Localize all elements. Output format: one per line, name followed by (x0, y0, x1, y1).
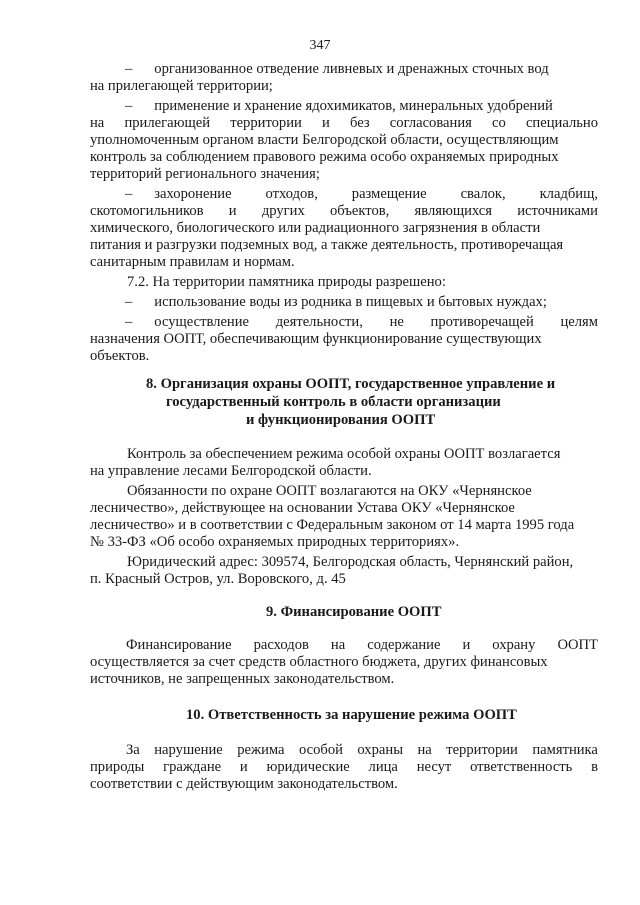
paragraph-line (90, 654, 598, 671)
line-text: на управление лесами Белгородской области. (90, 463, 372, 479)
word: целям (560, 314, 598, 330)
list-dash: – (125, 98, 133, 114)
word: осуществление (154, 314, 250, 330)
word: юридические (266, 759, 350, 775)
paragraph-line (90, 254, 598, 271)
line-text: осуществляется за счет средств областного бюджета, других финансовых (90, 654, 548, 670)
list-dash: – (125, 294, 133, 310)
paragraph-line (125, 186, 598, 203)
line-text: химического, биологического или радиационного загрязнения в области (90, 220, 541, 236)
paragraph-line (90, 220, 598, 237)
section-heading-line (246, 412, 435, 429)
word: памятника (532, 742, 598, 758)
paragraph-line (126, 637, 598, 654)
paragraph-line (90, 166, 598, 183)
line-text: объектов. (90, 348, 150, 364)
word: использование воды из родника в пищевых и бытовых нуждах; (154, 294, 547, 310)
paragraph-line (90, 671, 598, 688)
list-dash: – (125, 314, 133, 330)
word: охрану (492, 637, 536, 653)
line-text: на прилегающей территории; (90, 78, 273, 94)
section-heading-line (146, 376, 555, 393)
paragraph-line (126, 742, 598, 759)
line-text: п. Красный Остров, ул. Воровского, д. 45 (90, 571, 346, 587)
word: противоречащей (430, 314, 534, 330)
word: являющихся (414, 203, 492, 219)
word: на (330, 637, 346, 653)
paragraph-line (90, 517, 598, 534)
word: деятельности, (275, 314, 363, 330)
line-text: лесничество», действующее на основании Устава ОКУ «Чернянское (90, 500, 515, 516)
paragraph-line (90, 203, 598, 220)
word: природы (90, 759, 145, 775)
word: и (322, 115, 330, 131)
line-text: соответствии с действующим законодательством. (90, 776, 398, 792)
paragraph-line (90, 776, 598, 793)
word: Финансирование (126, 637, 232, 653)
word: лица (368, 759, 398, 775)
word: отходов, (265, 186, 318, 202)
paragraph-line (90, 500, 598, 517)
line-text: Юридический адрес: 309574, Белгородская область, Чернянский район, (127, 554, 574, 570)
line-text: Обязанности по охране ООПТ возлагаются на ОКУ «Чернянское (127, 483, 532, 499)
line-text: питания и разгрузки подземных вод, а также деятельность, противоречащая (90, 237, 564, 253)
paragraph-line (127, 446, 598, 463)
word: со (492, 115, 506, 131)
paragraph-line (90, 149, 598, 166)
word: прилегающей (124, 115, 211, 131)
list-dash: – (125, 186, 133, 202)
word: несут (416, 759, 452, 775)
paragraph-line (90, 759, 598, 776)
word: и (462, 637, 471, 653)
list-dash: – (125, 61, 133, 77)
line-text: 10. Ответственность за нарушение режима ООПТ (186, 707, 517, 723)
word: особой (298, 742, 343, 758)
paragraph-line (125, 314, 598, 331)
word: За (126, 742, 140, 758)
list-item-text (154, 186, 598, 203)
word: ООПТ (557, 637, 598, 653)
line-text: № 33-ФЗ «Об особо охраняемых природных территориях». (90, 534, 460, 550)
paragraph-line (125, 98, 598, 115)
word: режима (237, 742, 285, 758)
word: скотомогильников (90, 203, 204, 219)
paragraph-line (127, 554, 598, 571)
word: без (349, 115, 370, 131)
line-text: 9. Финансирование ООПТ (266, 604, 442, 620)
section-heading-line (186, 707, 517, 724)
paragraph-line (125, 294, 598, 311)
word: применение и хранение ядохимикатов, минеральных удобрений (154, 98, 553, 114)
word: и (239, 759, 248, 775)
word: охраны (357, 742, 403, 758)
word: объектов, (330, 203, 390, 219)
word: граждане (163, 759, 222, 775)
line-text: государственный контроль в области организации (166, 394, 501, 410)
word: захоронение (154, 186, 232, 202)
word: на (90, 115, 105, 131)
list-item-text (154, 294, 598, 311)
list-item-text (154, 98, 598, 115)
word: на (417, 742, 432, 758)
paragraph-line (90, 132, 598, 149)
paragraph-line (90, 463, 598, 480)
line-text: назначения ООПТ, обеспечивающим функционирование существующих (90, 331, 542, 347)
section-heading-line (166, 394, 501, 411)
word: содержание (367, 637, 441, 653)
line-text: источников, не запрещенных законодательством. (90, 671, 395, 687)
line-text: контроль за соблюдением правового режима особо охраняемых природных (90, 149, 559, 165)
word: источниками (517, 203, 598, 219)
line-text: 7.2. На территории памятника природы разрешено: (127, 274, 446, 290)
paragraph-line (90, 571, 598, 588)
paragraph-line (90, 115, 598, 132)
line-text: лесничество» и в соответствии с Федеральным законом от 14 марта 1995 года (90, 517, 575, 533)
word: специально (525, 115, 598, 131)
word: и (228, 203, 237, 219)
line-text: и функционирования ООПТ (246, 412, 436, 428)
list-item-text (154, 314, 598, 331)
word: других (261, 203, 305, 219)
line-text: санитарным правилам и нормам. (90, 254, 295, 270)
paragraph-line (125, 61, 598, 78)
line-text: 8. Организация охраны ООПТ, государственное управление и (146, 376, 556, 392)
list-item-text (154, 61, 598, 78)
paragraph-line (90, 237, 598, 254)
line-text: территорий регионального значения; (90, 166, 320, 182)
paragraph-line (90, 534, 598, 551)
word: свалок, (460, 186, 506, 202)
paragraph-line (90, 331, 598, 348)
word: расходов (253, 637, 309, 653)
word: кладбищ, (539, 186, 598, 202)
word: ответственность (470, 759, 573, 775)
word: размещение (351, 186, 427, 202)
paragraph-line (90, 78, 598, 95)
word: в (591, 759, 598, 775)
paragraph-line (127, 483, 598, 500)
section-heading-line (266, 604, 442, 621)
paragraph-line (90, 348, 598, 365)
page-number: 347 (309, 38, 331, 53)
word: территории (446, 742, 518, 758)
line-text: уполномоченным органом власти Белгородской области, осуществляющим (90, 132, 559, 148)
line-text: Контроль за обеспечением режима особой охраны ООПТ возлагается (127, 446, 561, 462)
word: организованное отведение ливневых и дренажных сточных вод (154, 61, 549, 77)
word: нарушение (154, 742, 223, 758)
word: территории (230, 115, 302, 131)
word: согласования (389, 115, 472, 131)
word: не (389, 314, 404, 330)
paragraph-line (127, 274, 598, 291)
